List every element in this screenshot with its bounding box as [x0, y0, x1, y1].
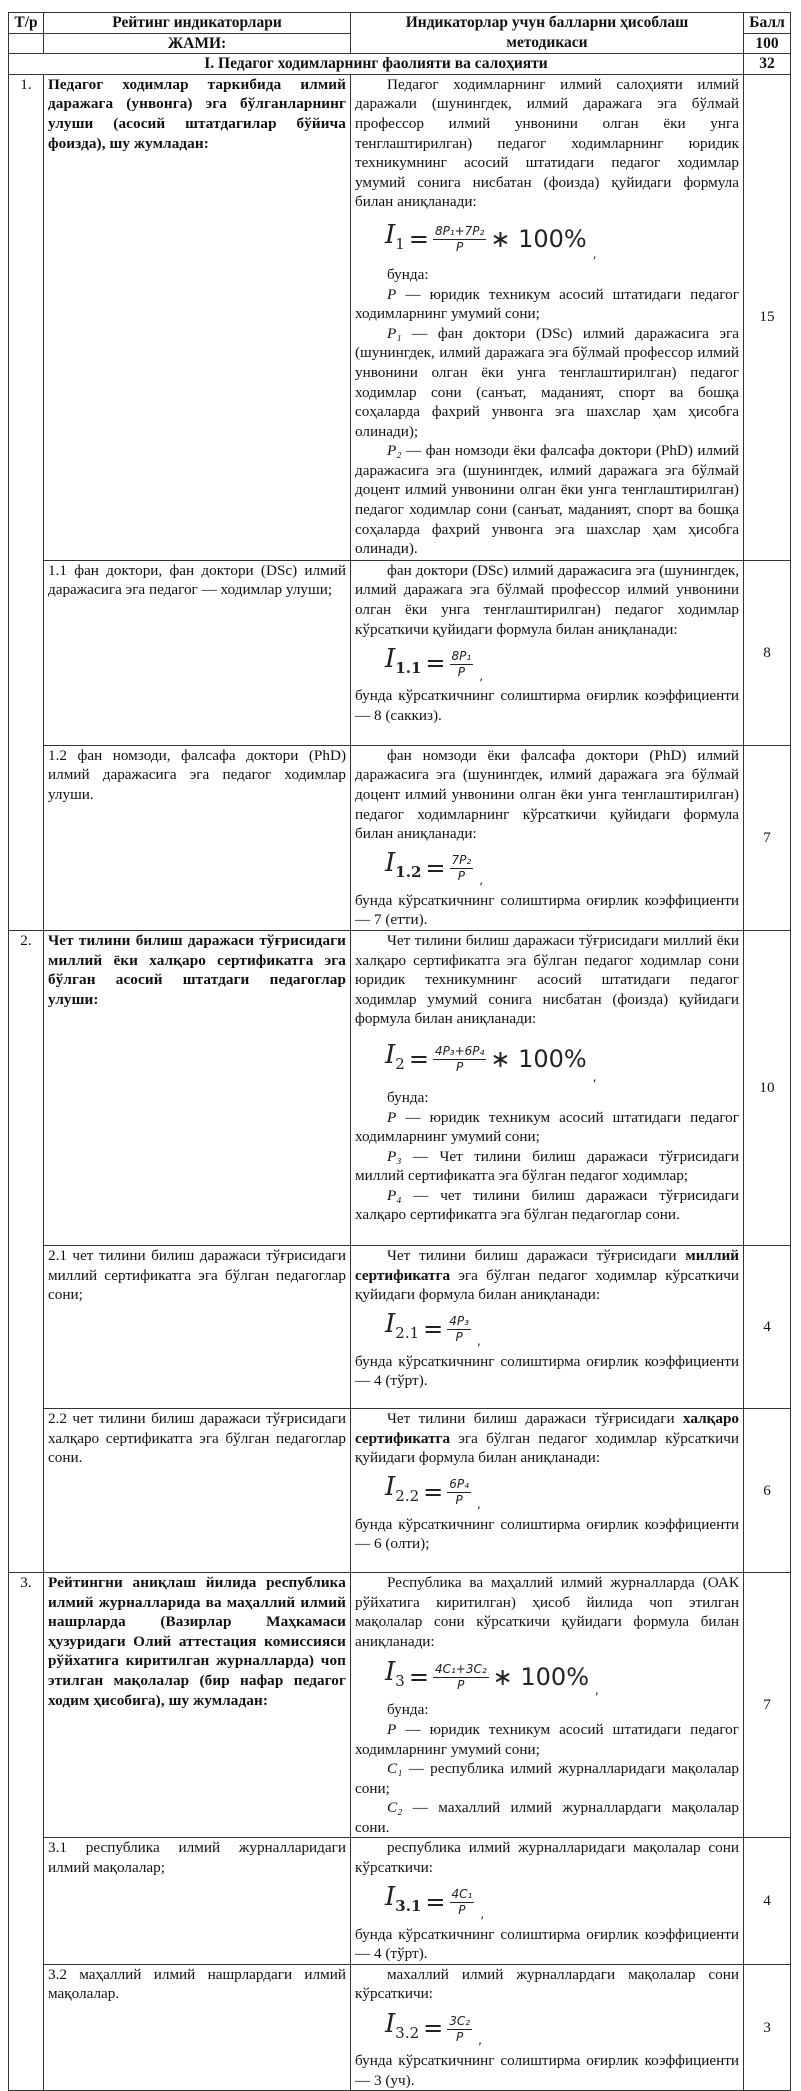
- method-cell: [351, 1408, 744, 1572]
- coefficient-text: бунда кўрсаткичнинг солиштирма оғирлик коэффициенти — 3 (уч).: [355, 2052, 739, 2089]
- section-row: [9, 54, 791, 75]
- total-label: ЖАМИ:: [44, 33, 351, 54]
- section-title: I. Педагог ходимларнинг фаолияти ва салоҳияти: [9, 54, 744, 75]
- indicator-text: Педагог ходимлар таркибида илмий даражага (унвонга) эга бўлганларнинг улуши (асосий штатдагилар бўйича фоизда), шу жумладан:: [44, 74, 351, 560]
- formula-fraction: $\frac{\text{8P₁+7P₂}}{P}$: [434, 224, 485, 255]
- indicator-text: 1.2 фан номзоди, фалсафа доктори (PhD) илмий даражасига эга педагог ходимлар улуши.: [44, 745, 351, 930]
- table-row: [9, 74, 791, 560]
- method-intro: Педагог ходимларнинг илмий салоҳияти илмий даражали (шунингдек, илмий даражага эга бўлмай профессор илмий унвонини олган ёки унга тенглаштирилган) педагог ходимларнинг юридик техникумнинг асосий штатидаги педагог ходимлар умумий сонига нисбатан (фоизда) қуйидаги формула билан аниқланади:: [355, 75, 739, 211]
- row-number: 2.: [9, 930, 44, 1572]
- definition: P₁ — фан доктори (DSc) илмий даражасига эга (шунингдек, илмий даражага эга бўлмай профессор илмий унвонини олган ёки унга тенглаштирилган) педагог ходимлар сони (санъат, маданият, спорт ва бошқа соҳаларда фахрий унвонга эга шахслар ҳам ҳисобга олинади);: [355, 324, 739, 440]
- method-intro: фан доктори (DSc) илмий даражасига эга (шунингдек, илмий даражага эга бўлмай профессор илмий унвонини олган ёки унга тенглаштирилган) педагог ходимлар кўрсаткичи қуйидаги формула билан аниқланади:: [355, 561, 739, 638]
- definition: P₂ — фан номзоди ёки фалсафа доктори (PhD) илмий даражасига эга (шунингдек, илмий даражага эга бўлмай доцент илмий унвонини олган ёки унга тенглаштирилган) педагог ходимлар сони (санъат, маданият, спорт ва бошқа соҳаларда фахрий унвонга эга шахслар ҳам ҳисобга олинади).: [355, 442, 739, 558]
- indicator-text: Рейтингни аниқлаш йилида республика илмий журналларида ва маҳаллий илмий нашрларда (Вазирлар Маҳкамаси ҳузуридаги Олий аттестация комиссияси рўйхатига киритилган журналларда) чоп этилган мақолалар (бир нафар педагог ходим ҳисобига), шу жумладан:: [44, 1572, 351, 1838]
- definition: C₂ — махаллий илмий журналлардаги мақолалар сони.: [355, 1799, 739, 1836]
- method-cell: [351, 1838, 744, 1964]
- method-cell: [351, 930, 744, 1245]
- table-row: [9, 1838, 791, 1964]
- indicator-text: 2.1 чет тилини билиш даражаси тўғрисидаги миллий сертификатга эга бўлган педагоглар сони;: [44, 1245, 351, 1408]
- method-intro: Чет тилини билиш даражаси тўғрисидаги халқаро сертификатга эга бўлган педагог ходимлар кўрсаткичи қуйидаги формула билан аниқланади:: [355, 1409, 739, 1467]
- table-row: [9, 1572, 791, 1838]
- indicator-text: 3.1 республика илмий журналларидаги илмий мақолалар;: [44, 1838, 351, 1964]
- coefficient-text: бунда кўрсаткичнинг солиштирма оғирлик коэффициенти — 4 (тўрт).: [355, 1925, 739, 1963]
- row-number: 3.: [9, 1572, 44, 2090]
- indicator-text: Чет тилини билиш даражаси тўғрисидаги миллий ёки халқаро сертификатга эга бўлган асосий штатдаги педагоглар улуши:: [44, 930, 351, 1245]
- method-cell: [351, 745, 744, 930]
- coefficient-text: бунда кўрсаткичнинг солиштирма оғирлик коэффициенти — 7 (етти).: [355, 891, 739, 929]
- coefficient-text: бунда кўрсаткичнинг солиштирма оғирлик коэффициенти — 4 (тўрт).: [355, 1352, 739, 1390]
- table-row: [9, 930, 791, 1245]
- indicator-text: 1.1 фан доктори, фан доктори (DSc) илмий даражасига эга педагог — ходимлар улуши;: [44, 560, 351, 745]
- score-value: 8: [744, 560, 791, 745]
- method-intro: фан номзоди ёки фалсафа доктори (PhD) илмий даражасига эга (шунингдек, илмий даражага эга бўлмай доцент илмий унвонини олган ёки унга тенглаштирилган) педагог ходимларнинг кўрсаткичи қуйидаги формула билан аниқланади:: [355, 746, 739, 843]
- method-intro: Чет тилини билиш даражаси тўғрисидаги миллий сертификатга эга бўлган педагог ходимлар кўрсаткичи қуйидаги формула билан аниқланади:: [355, 1246, 739, 1304]
- formula-lhs: $I_1$: [385, 219, 405, 253]
- where-label: бунда:: [387, 265, 429, 283]
- score-value: 3: [744, 1964, 791, 2090]
- table-header-row: [9, 13, 791, 34]
- row-number: 1.: [9, 74, 44, 930]
- score-value: 4: [744, 1838, 791, 1964]
- coefficient-text: бунда кўрсаткичнинг солиштирма оғирлик коэффициенти — 6 (олти);: [355, 1515, 739, 1553]
- method-intro: махаллий илмий журналлардаги мақолалар сони кўрсаткичи:: [355, 1965, 739, 2003]
- table-row: [9, 745, 791, 930]
- method-cell: [351, 1245, 744, 1408]
- score-value: 4: [744, 1245, 791, 1408]
- score-value: 7: [744, 745, 791, 930]
- definition: P₄ — чет тилини билиш даражаси тўғрисидаги халқаро сертификатга эга бўлган педагоглар сони.: [355, 1186, 739, 1224]
- table-row: [9, 560, 791, 745]
- definition: P — юридик техникум асосий штатидаги педагог ходимларнинг умумий сони;: [355, 285, 739, 323]
- coefficient-text: бунда кўрсаткичнинг солиштирма оғирлик коэффициенти — 8 (саккиз).: [355, 687, 739, 724]
- score-value: 15: [744, 74, 791, 560]
- header-indicator: Рейтинг индикаторлари: [44, 13, 351, 34]
- definition: P — юридик техникум асосий штатидаги педагог ходимларнинг умумий сони;: [355, 1108, 739, 1146]
- formula: $I_{1.1}$ = $\frac{\text{8P₁}}{P}$ ,: [385, 643, 484, 683]
- header-method-line1: Индикаторлар учун балларни ҳисоблаш: [405, 14, 689, 31]
- rating-indicators-table: [8, 12, 791, 2091]
- method-intro: республика илмий журналларидаги мақолалар сони кўрсаткичи:: [355, 1839, 739, 1877]
- table-row: [9, 1964, 791, 2090]
- header-num: Т/р: [9, 13, 44, 34]
- definition: C₁ — республика илмий журналларидаги мақолалар сони;: [355, 1760, 739, 1797]
- header-score: Балл: [744, 13, 791, 34]
- method-cell: [351, 560, 744, 745]
- formula: $I_{2.1}$ = $\frac{\text{4P₃}}{P}$ ,: [385, 1309, 481, 1349]
- table-row: [9, 1408, 791, 1572]
- formula: $I_{3.2}$ = $\frac{\text{3C₂}}{P}$ ,: [385, 2008, 482, 2048]
- method-intro: Чет тилини билиш даражаси тўғрисидаги миллий ёки халқаро сертификатга эга бўлган педагог ходимлар сони юридик техникумнинг асосий штатидаги педагог ходимлар умумий сонига нисбатан (фоизда) қуйидаги формула билан аниқланади:: [355, 931, 739, 1028]
- method-cell: [351, 74, 744, 560]
- score-value: 6: [744, 1408, 791, 1572]
- score-value: 7: [744, 1572, 791, 1838]
- formula: $I_{3.1}$ = $\frac{\text{4C₁}}{P}$ ,: [385, 1882, 485, 1922]
- indicator-text: 2.2 чет тилини билиш даражаси тўғрисидаги халқаро сертификатга эга бўлган педагоглар сони.: [44, 1408, 351, 1572]
- table-row: [9, 1245, 791, 1408]
- formula: $I_3$ = $\frac{\text{4C₁+3C₂}}{P}$ ∗ 100% ,: [385, 1656, 599, 1697]
- formula: $I_1$ = $\frac{\text{8P₁+7P₂}}{P}$ ∗ 100% ,: [385, 219, 597, 262]
- header-method: [351, 13, 744, 54]
- formula: $I_{1.2}$ = $\frac{\text{7P₂}}{P}$ ,: [385, 848, 484, 888]
- formula: $I_2$ = $\frac{\text{4P₃+6P₄}}{P}$ ∗ 100% ,: [385, 1039, 597, 1085]
- definition: P — юридик техникум асосий штатидаги педагог ходимларнинг умумий сони;: [355, 1720, 739, 1758]
- total-num-empty: [9, 33, 44, 54]
- formula: $I_{2.2}$ = $\frac{\text{6P₄}}{P}$ ,: [385, 1472, 481, 1512]
- where-label: бунда:: [387, 1701, 429, 1719]
- header-method-line2: методикаси: [506, 33, 588, 51]
- score-value: 10: [744, 930, 791, 1245]
- method-intro: Республика ва маҳаллий илмий журналларда (ОАК рўйхатига киритилган) ҳисоб йилида чоп этилган мақолалар сони кўрсаткичи қуйидаги формула билан аниқланади:: [355, 1573, 739, 1650]
- definition: P₃ — Чет тилини билиш даражаси тўғрисидаги миллий сертификатга эга бўлган педагог ходимлар;: [355, 1147, 739, 1185]
- where-label: бунда:: [387, 1088, 429, 1106]
- indicator-text: 3.2 маҳаллий илмий нашрлардаги илмий мақолалар.: [44, 1964, 351, 2090]
- method-cell: [351, 1964, 744, 2090]
- method-cell: [351, 1572, 744, 1838]
- total-value: 100: [744, 33, 791, 54]
- section-score: 32: [744, 54, 791, 75]
